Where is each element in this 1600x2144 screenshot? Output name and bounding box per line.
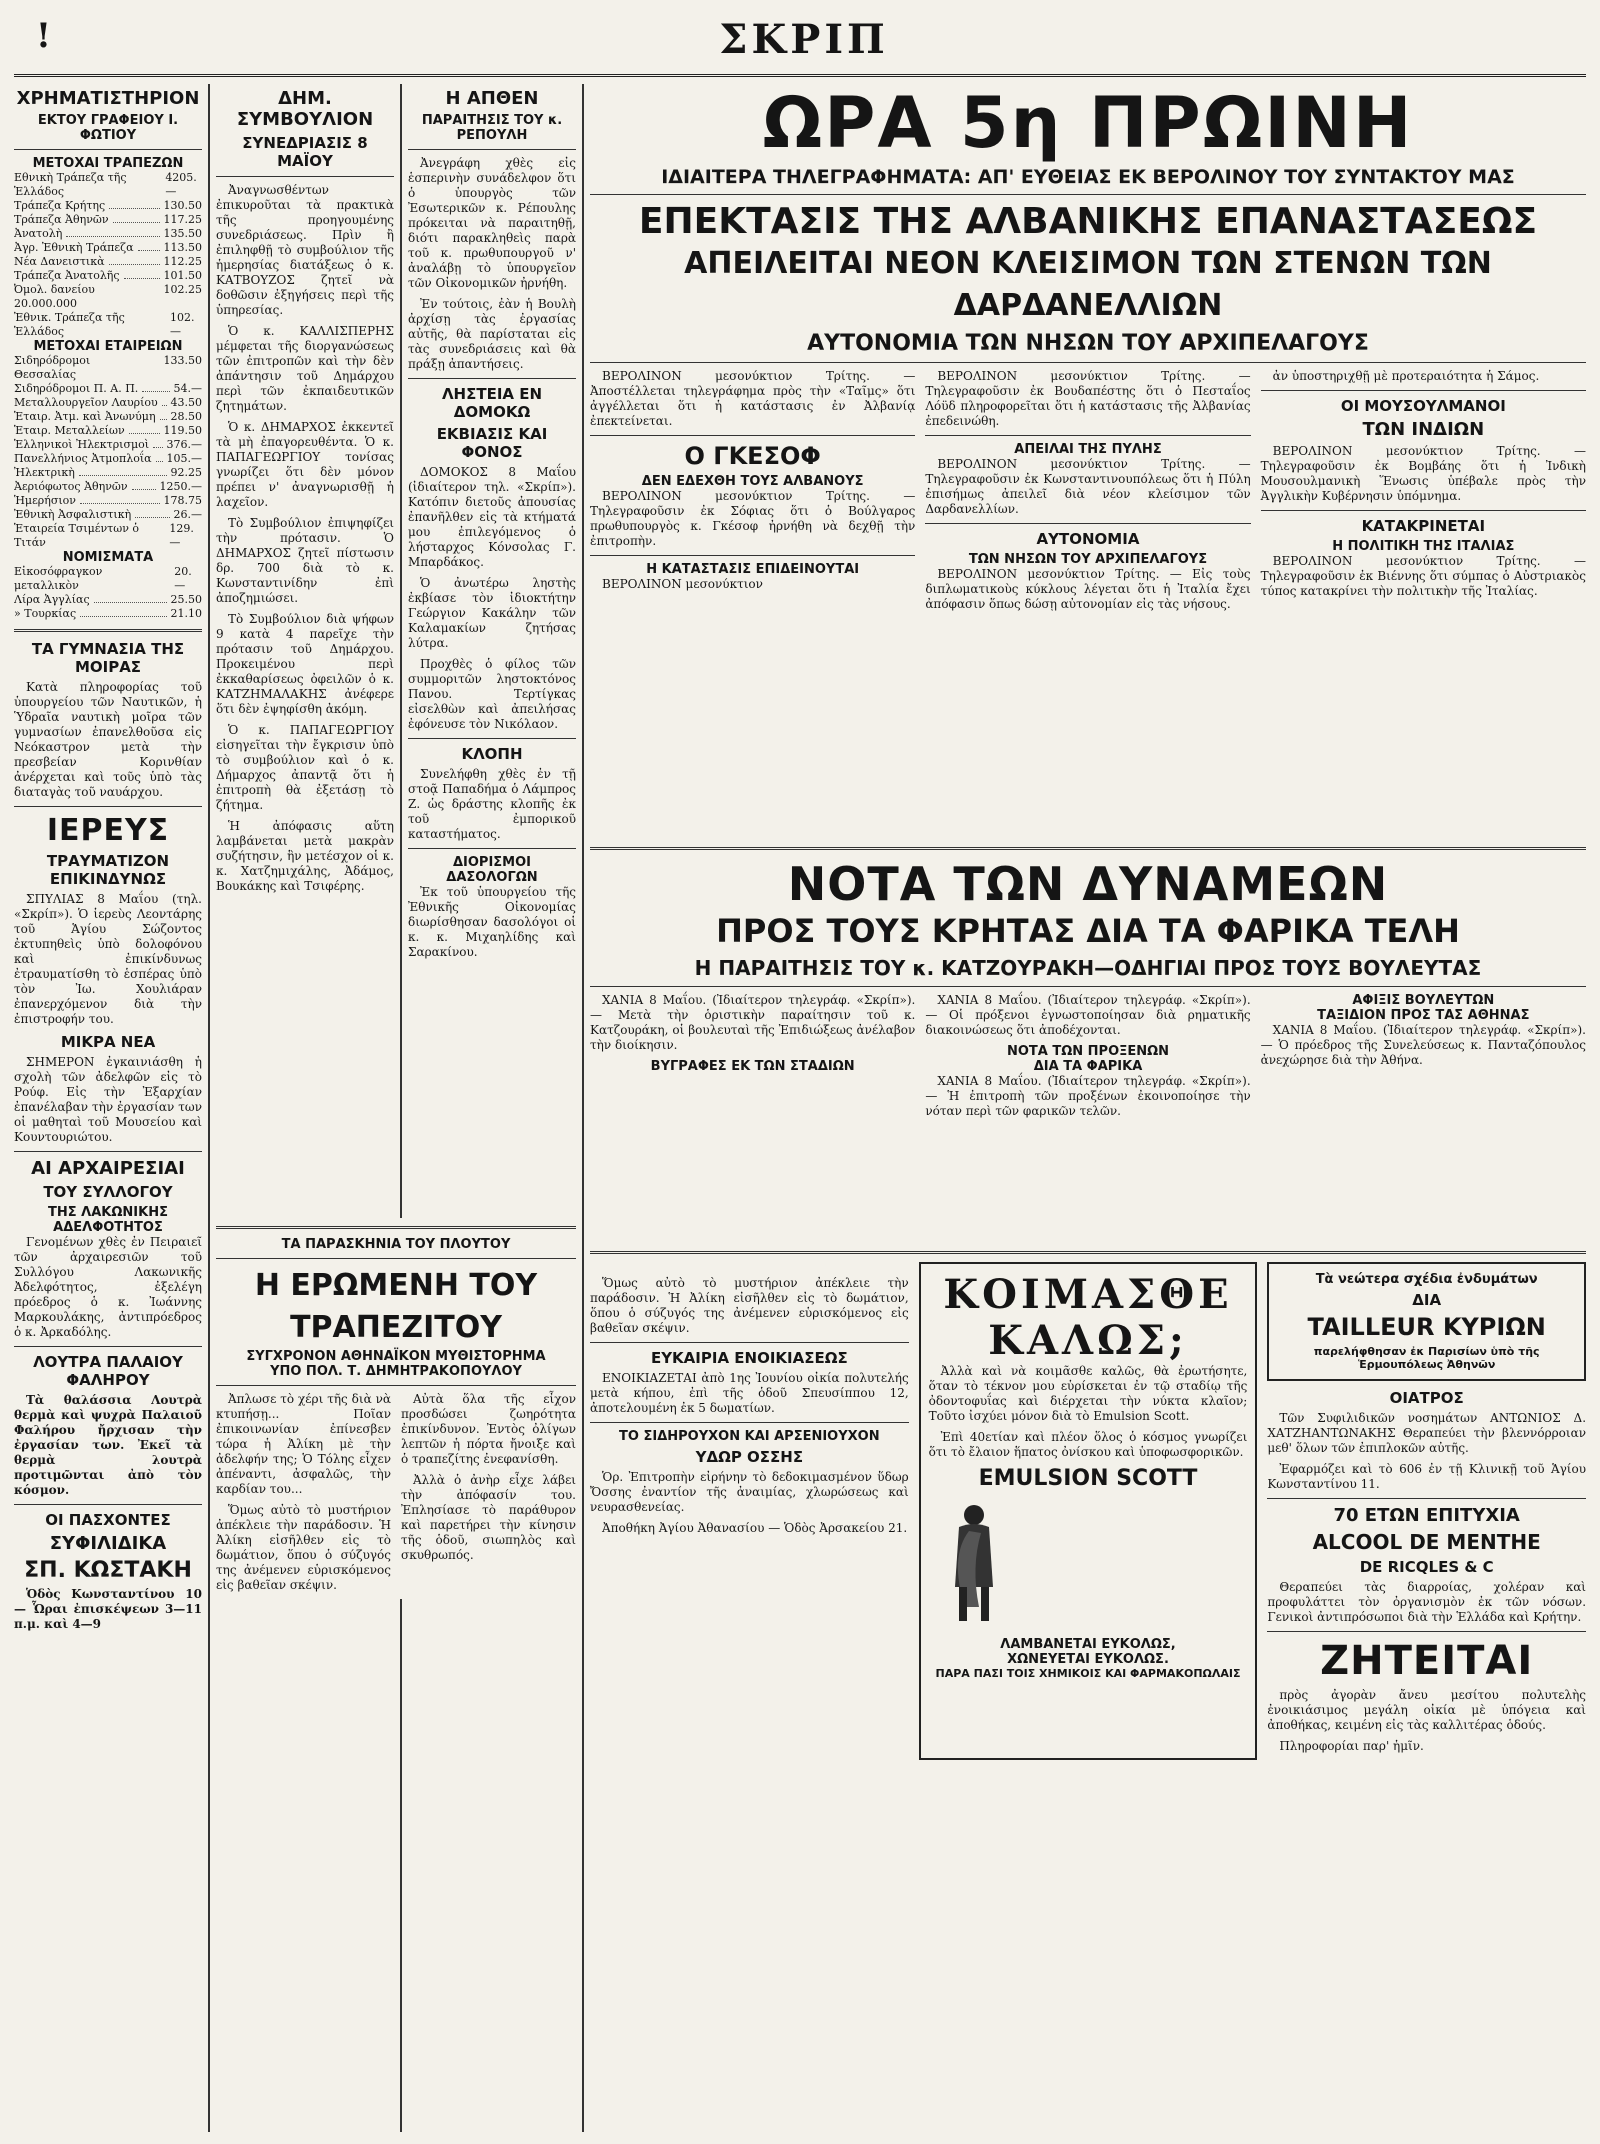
condemned-subheading: Η ΠΟΛΙΤΙΚΗ ΤΗΣ ΙΤΑΛΙΑΣ xyxy=(1332,539,1515,554)
fleet-exercises-text: Κατὰ πληροφορίας τοῦ ὑπουργείου τῶν Ναυτικῶν, ἡ Ὑδραῖα ναυτικὴ μοῖρα τῶν γυμνασίων ἐπανελθοῦσα εἰς Νεόκαστρον μετὰ τὴν πρεσβείαν Κορινθίαν ἀνέρχεται καὶ τοῦς ὑπὸ τὰς διαταγὰς τοῦ ναυάρχου. xyxy=(14,680,202,799)
quote-value: 25.50 xyxy=(170,593,202,606)
robbery-text-1: ΔΟΜΟΚΟΣ 8 Μαΐου (ἰδιαίτερον τηλ. «Σκρίπ»). Κατόπιν διετοῦς ἀπουσίας ἐπανῆλθεν εἰς τὰ κτήματά μου ἐπιλεγόμενος ὁ λήσταρχος Κόνσολας Γ. Μπαρδάκος. xyxy=(408,465,576,569)
corner-mark: ! xyxy=(36,16,51,56)
quote-value: 21.10 xyxy=(170,607,202,620)
company-shares-list xyxy=(14,354,202,550)
serial-story-author: ΥΠΟ ΠΟΛ. Τ. ΔΗΜΗΤΡΑΚΟΠΟΥΛΟΥ xyxy=(270,1364,522,1379)
right-block xyxy=(590,84,1586,2132)
quote-row xyxy=(14,410,202,424)
resignation-text-1: Ἀνεγράφη χθὲς εἰς ἑσπερινὴν συνάδελφον ὅτι ὁ ὑπουργὸς τῶν Ἐσωτερικῶν κ. Ρέπουλης πρόκειται νὰ παραιτηθῇ, διότι παρακληθεὶς παρὰ τοῦ κ. πρωθυπουργοῦ ν' ἀναλάβῃ τὸ ὑπουργεῖον τῶν Οἰκονομικῶν ἠρνήθη. xyxy=(408,156,576,290)
berlin-report-4: ΒΕΡΟΛΙΝΟΝ μεσονύκτιον Τρίτης. — Τηλεγραφοῦσιν ἐκ Βουδαπέστης ὅτι ὁ Πεσταΐος Λόϋδ πληροφορεῖται ὅτι ἡ κατάστασις τῆς Ἀλβανίας ἐπεδεινώθη. xyxy=(925,369,1251,428)
quote-value: 43.50 xyxy=(170,396,202,409)
serial-story-block xyxy=(216,1218,576,1599)
wealth-behind-scenes-heading: ΤΑ ΠΑΡΑΣΚΗΝΙΑ ΤΟΥ ΠΛΟΥΤΟΥ xyxy=(281,1237,511,1252)
albanian-revolt-headline: ΕΠΕΚΤΑΣΙΣ ΤΗΣ ΑΛΒΑΝΙΚΗΣ ΕΠΑΝΑΣΤΑΣΕΩΣ xyxy=(638,201,1538,242)
quote-row xyxy=(14,565,202,593)
consuls-note-heading: ΝΟΤΑ ΤΩΝ ΠΡΟΞΕΝΩΝ xyxy=(1006,1044,1170,1059)
serial-story-text-1: Ἀπλωσε τὸ χέρι τῆς διὰ νὰ κτυπήσῃ... Ποῖαν ἐπικοινωνίαν ἐπίνεσβεν τώρα ἡ Ἀλίκη μὲ τὴν ἀδελφήν της; Ὁ Τόλης εἶχεν ἀπέναντι, ἀσφαλῶς, τὴν καρδίαν του... xyxy=(216,1392,391,1496)
berlin-report-5: ΒΕΡΟΛΙΝΟΝ μεσονύκτιον Τρίτης. — Τηλεγραφοῦσιν ἐκ Κωνσταντινουπόλεως ὅτι ἡ Πύλη ἐπισήμως ἀπειλεῖ διὰ νέον κλείσιμον τῶν Δαρδανελλίων. xyxy=(925,457,1251,516)
quote-name: » Τουρκίας xyxy=(14,607,77,620)
doctor-address: Ὁδὸς Κωνσταντίνου 10 — Ὧραι ἐπισκέψεων 3—11 π.μ. καὶ 4—9 xyxy=(14,1587,202,1631)
berlin-report-2: ΒΕΡΟΛΙΝΟΝ μεσονύκτιον Τρίτης. — Τηλεγραφοῦσιν ἐκ Σόφιας ὅτι ὁ Βούλγαρος πρωθυπουργὸς κ. Γκέσοφ ἠρνήθη νὰ δεχθῇ τὴν ἐπιτροπὴν. xyxy=(590,489,916,548)
short-news-heading: ΜΙΚΡΑ ΝΕΑ xyxy=(60,1033,156,1051)
quote-row xyxy=(14,508,202,522)
quote-row xyxy=(14,494,202,508)
quote-value: 376.— xyxy=(166,438,202,451)
quote-row xyxy=(14,424,202,438)
quote-name: Ἑταιρεία Τσιμέντων ὁ Τιτάν xyxy=(14,522,140,549)
quote-name: Τράπεζα Κρήτης xyxy=(14,199,106,212)
quote-name: Ἐθνικ. Τράπεζα τῆς Ἑλλάδος xyxy=(14,311,125,338)
council-text-5: Τὸ Συμβούλιον διὰ ψήφων 9 κατὰ 4 παρεῖχε τὴν πρότασιν τοῦ Δημάρχου. Προκειμένου περὶ ἐκκαθαρίσεως ὀφειλῶν ὁ κ. ΚΑΤΖΗΜΑΛΑΚΗΣ ἀνέφερε ὅτι δὲν ἐψηφίσθη ἀκόμη. xyxy=(216,612,394,716)
quote-value: 112.25 xyxy=(163,255,202,268)
condemned-heading: ΚΑΤΑΚΡΙΝΕΤΑΙ xyxy=(1361,517,1486,535)
masthead xyxy=(14,8,1586,77)
stock-exchange-subtitle: ΕΚΤΟΥ ΓΡΑΦΕΙΟΥ Ι. ΦΩΤΙΟΥ xyxy=(37,113,179,143)
council-text-3: Ὁ κ. ΔΗΜΑΡΧΟΣ ἐκκεντεῖ τὰ μὴ ἐπαγορευθέντα. Ὁ κ. ΠΑΠΑΓΕΩΡΓΙΟΥ τονίσας γνωρίζει ὅτι δὲν μόνον πρέπει ν' ἀναγνωρισθῇ ἡ λαχεῖον. xyxy=(216,420,394,509)
quote-row xyxy=(14,593,202,607)
quote-value: 178.75 xyxy=(163,494,202,507)
doctor-text-2: Ἐφαρμόζει καὶ τὸ 606 ἐν τῇ Κλινικῇ τοῦ Ἁγίου Κωνσταντίνου 11. xyxy=(1267,1462,1586,1491)
fleet-exercises-heading: ΤΑ ΓΥΜΝΑΣΙΑ ΤΗΣ ΜΟΙΡΑΣ xyxy=(31,640,185,676)
quote-name: Ὀμολ. δανείου 20.000.000 xyxy=(14,283,95,310)
deputies-arrival-heading: ΑΦΙΞΙΣ ΒΟΥΛΕΥΤΩΝ xyxy=(1352,993,1495,1008)
quote-row xyxy=(14,255,202,269)
quote-name: Ἀγρ. Ἐθνικὴ Τράπεζα xyxy=(14,241,134,254)
autonomy-heading: ΑΥΤΟΝΟΜΙΑ xyxy=(1036,530,1140,548)
autonomy-subheading: ΤΩΝ ΝΗΣΩΝ ΤΟΥ ΑΡΧΙΠΕΛΑΓΟΥΣ xyxy=(968,552,1208,567)
quote-name: Τράπεζα Ἀνατολῆς xyxy=(14,269,120,282)
muslims-subheading: ΤΩΝ ΙΝΔΙΩΝ xyxy=(1362,419,1485,440)
company-shares-heading: ΜΕΤΟΧΑΙ ΕΤΑΙΡΕΙΩΝ xyxy=(33,339,183,354)
bank-shares-heading: ΜΕΤΟΧΑΙ ΤΡΑΠΕΖΩΝ xyxy=(32,156,184,171)
quote-row xyxy=(14,480,202,494)
quote-name: Ἡμερήσιον xyxy=(14,494,76,507)
gueshoff-subheading: ΔΕΝ ΕΔΕΧΘΗ ΤΟΥΣ ΑΛΒΑΝΟΥΣ xyxy=(641,474,864,489)
quote-name: Ἑλληνικοὶ Ἠλεκτρισμοὶ xyxy=(14,438,150,451)
quote-row xyxy=(14,607,202,621)
doctor-text-1: Τῶν Συφιλιδικῶν νοσημάτων ΑΝΤΩΝΙΟΣ Δ. ΧΑΤΖΗΑΝΤΩΝΑΚΗΣ Θεραπεύει τὴν βλεννόρροιαν μεθ' ὅλων τῶν ἐπιπλοκῶν αὐτῆς. xyxy=(1267,1411,1586,1455)
fisherman-with-fish-icon xyxy=(929,1497,1019,1627)
berlin-report-6: ΒΕΡΟΛΙΝΟΝ μεσονύκτιον Τρίτης. — Εἰς τοὺς διπλωματικοὺς κύκλους λέγεται ὅτι ἡ Ἰταλία ἔχει ἀπόφασιν ὅπως δώσῃ αὐτονομίαν εἰς τὰς νήσους. xyxy=(925,567,1251,611)
quote-name: Τράπεζα Ἀθηνῶν xyxy=(14,213,109,226)
quote-name: Μεταλλουργεῖον Λαυρίου xyxy=(14,396,158,409)
quote-value: 117.25 xyxy=(163,213,202,226)
scott-ad-text-2: Ἐπὶ 40ετίαν καὶ πλέον ὅλος ὁ κόσμος γνωρίζει ὅτι τὸ ἔλαιον ἥπατος ὀνίσκου καὶ ὑποφωσφορικῶν. xyxy=(928,1430,1248,1459)
council-heading: ΔΗΜ. ΣΥΜΒΟΥΛΙΟΝ xyxy=(236,88,374,130)
syphilis-heading: ΣΥΦΙΛΙΔΙΚΑ xyxy=(49,1533,167,1554)
situation-worsens-heading: Η ΚΑΤΑΣΤΑΣΙΣ ΕΠΙΔΕΙΝΟΥΤΑΙ xyxy=(646,562,860,577)
council-subheading: ΣΥΝΕΔΡΙΑΣΙΣ 8 ΜΑΪΟΥ xyxy=(242,134,368,170)
quote-row xyxy=(14,213,202,227)
wanted-text: πρὸς ἀγορὰν ἄνευ μεσίτου πολυτελὴς ἐνοικιάσιμος μεγάλη οἰκία μὲ ὑπόγεια καὶ ἀποθήκας, κειμένη εἰς τὰς καλλιτέρας ὁδούς. xyxy=(1267,1688,1586,1732)
success-heading: 70 ΕΤΩΝ ΕΠΙΤΥΧΙΑ xyxy=(1333,1505,1520,1526)
scott-ad-text-1: Ἀλλὰ καὶ νὰ κοιμᾶσθε καλῶς, θὰ ἐρωτήσητε, ὅταν τὸ τέκνον μου εὑρίσκεται ἐν τῷ σταδίῳ τῆς ὀδοντοφυΐας καὶ διέρχεται τὴν νύκτα κλαῖον; Τοῦτο ἰσχύει μόνον διὰ τὸ Emulsion Scott. xyxy=(928,1364,1248,1423)
alcool-text: Θεραπεύει τὰς διαρροίας, χολέραν καὶ προφυλάττει τὸν ὀργανισμὸν ἐκ τῶν νόσων. Γενικοὶ ἀντιπρόσωποι διὰ τὴν Ἑλλάδα καὶ Κρήτην. xyxy=(1267,1580,1586,1624)
easy-to-digest: ΧΩΝΕΥΕΤΑΙ ΕΥΚΟΛΩΣ. xyxy=(1007,1652,1169,1667)
alcool-menthe-heading: ALCOOL DE MENTHE xyxy=(1312,1530,1541,1554)
quote-value: 129.— xyxy=(169,522,194,549)
quote-value: 54.— xyxy=(173,382,202,395)
currency-list xyxy=(14,565,202,621)
quote-row xyxy=(14,241,202,255)
tailleur-ad-line-2: ΔΙΑ xyxy=(1412,1291,1442,1309)
iron-water-address: Ἀποθήκη Ἀγίου Ἀθανασίου — Ὁδὸς Ἀρσακείου 21. xyxy=(602,1521,908,1535)
doctor-heading: ΟΙΑΤΡΟΣ xyxy=(1389,1389,1464,1407)
chania-report-4: ΧΑΝΙΑ 8 Μαΐου. (Ἰδιαίτερον τηλεγράφ. «Σκρίπ»). — Ὁ πρόεδρος τῆς Συνελεύσεως κ. Πανταζόπουλος ἀνεχώρησε διὰ τὴν Ἀθήνα. xyxy=(1260,1023,1586,1067)
tailleur-ad-title: TAILLEUR ΚΥΡΙΩΝ xyxy=(1307,1313,1546,1341)
quote-value: 113.50 xyxy=(163,241,202,254)
council-text-7: Ἡ ἀπόφασις αὕτη λαμβάνεται μετὰ μακρὰν συζήτησιν, ἣν μετέσχον οἱ κ. κ. Χατζημιχάλης, Ἀδάμος, Βουκάκης καὶ Τσιφέρης. xyxy=(216,819,394,893)
muslims-heading: ΟΙ ΜΟΥΣΟΥΛΜΑΝΟΙ xyxy=(1340,397,1506,415)
priest-heading: ΙΕΡΕΥΣ xyxy=(46,813,170,848)
quote-name: Νέα Δανειστικὰ xyxy=(14,255,105,268)
quote-name: Ἐθνικὴ Ἀσφαλιστικὴ xyxy=(14,508,132,521)
quote-name: Σιδηρόδρομοι Θεσσαλίας xyxy=(14,354,91,381)
serial-story-text-2: Ὅμως αὐτὸ τὸ μυστήριον ἀπέκλειε τὴν παράδοσιν. Ἡ Ἀλίκη εἰσῆλθεν εἰς τὸ δωμάτιον, ὅπου ὁ σύζυγός της ἀνέμενεν εὑρισκόμενος εἰς βαθεῖαν σκέψιν. xyxy=(216,1503,391,1592)
resignation-text-2: Ἐν τούτοις, ἐὰν ἡ Βουλὴ ἀρχίσῃ τὰς ἐργασίας αὐτῆς, θὰ παρίσταται εἰς τὰς συνεδριάσεις καὶ θὰ πράξῃ ἀπαντήσεις. xyxy=(408,297,576,371)
quote-value: 1250.— xyxy=(159,480,202,493)
robbery-text-2: Ὁ ἀνωτέρω ληστὴς ἐκβίασε τὸν ἰδιοκτήτην Γεώργιον Κακάλην τῶν Καλαμακίων ζητήσας λύτρα. xyxy=(408,576,576,650)
robbery-subheading: ΕΚΒΙΑΣΙΣ ΚΑΙ ΦΟΝΟΣ xyxy=(436,425,548,461)
departures-heading: ΒΥΓΡΑΦΕΣ ΕΚ ΤΩΝ ΣΤΑΔΙΩΝ xyxy=(650,1059,855,1074)
chania-report-1: ΧΑΝΙΑ 8 Μαΐου. (Ἰδιαίτερον τηλεγράφ. «Σκρίπ»). — Μετὰ τὴν ὁριστικὴν παραίτησιν τοῦ κ. Κατζουράκη, οἱ βουλευταὶ τῆς Ἐπιδιώξεως ἀνέλαβον τὴν διοίκησιν. xyxy=(590,993,916,1052)
rental-heading: ΕΥΚΑΙΡΙΑ ΕΝΟΙΚΙΑΣΕΩΣ xyxy=(650,1349,848,1367)
easy-to-take: ΛΑΜΒΑΝΕΤΑΙ ΕΥΚΟΛΩΣ, xyxy=(1000,1637,1176,1652)
quote-value: 102.25 xyxy=(163,283,202,296)
baths-heading: ΛΟΥΤΡΑ ΠΑΛΑΙΟΥ ΦΑΛΗΡΟΥ xyxy=(33,1353,183,1389)
wanted-info: Πληροφορίαι παρ' ἡμῖν. xyxy=(1279,1739,1424,1753)
quote-row xyxy=(14,466,202,480)
berlin-report-3: ΒΕΡΟΛΙΝΟΝ μεσονύκτιον xyxy=(602,577,763,591)
quote-name: Εθνικὴ Τράπεζα τῆς Ἑλλάδος xyxy=(14,171,127,198)
sold-at-pharmacies: ΠΑΡΑ ΠΑΣΙ ΤΟΙΣ ΧΗΜΙΚΟΙΣ ΚΑΙ ΦΑΡΜΑΚΟΠΩΛΑΙΣ xyxy=(935,1667,1241,1680)
trip-to-athens-heading: ΤΑΞΙΔΙΟΝ ΠΡΟΣ ΤΑΣ ΑΘΗΝΑΣ xyxy=(1317,1008,1530,1023)
appointments-text: Ἐκ τοῦ ὑπουργείου τῆς Ἐθνικῆς Οἰκονομίας διωρίσθησαν δασολόγοι οἱ κ. κ. Μιχαηλίδης καὶ Σαρακίνου. xyxy=(408,885,576,959)
bank-shares-list xyxy=(14,171,202,339)
elections-text: Γενομένων χθὲς ἐν Πειραιεῖ τῶν ἀρχαιρεσιῶν τοῦ Συλλόγου Λακωνικῆς Ἀδελφότητος, ἐξελέγη πρόεδρος ὁ κ. Ἰωάννης Μαρκουλάκης, ἀντιπρόεδρος ὁ κ. Ἀρκαδόλης. xyxy=(14,1235,202,1339)
column-3 xyxy=(408,84,576,2132)
quote-name: Λίρα Ἀγγλίας xyxy=(14,593,90,606)
priest-subheading: ΤΡΑΥΜΑΤΙΖΟΝ ΕΠΙΚΙΝΔΥΝΩΣ xyxy=(46,852,170,888)
quote-value: 28.50 xyxy=(170,410,202,423)
quote-row xyxy=(14,171,202,199)
elections-subheading-2: ΤΗΣ ΛΑΚΩΝΙΚΗΣ ΑΔΕΛΦΟΤΗΤΟΣ xyxy=(48,1205,168,1235)
quote-row xyxy=(14,283,202,311)
quote-name: Σιδηρόδρομοι Π. Α. Π. xyxy=(14,382,139,395)
iron-water-text: Ὁρ. Ἐπιτροπὴν εἰρήνην τὸ δεδοκιμασμένον ὕδωρ Ὄσσης ἐναντίον τῆς ἀναιμίας, χλωρώσεως καὶ νευρασθενείας. xyxy=(590,1470,909,1514)
dardanelles-headline: ΑΠΕΙΛΕΙΤΑΙ ΝΕΟΝ ΚΛΕΙΣΙΜΟΝ ΤΩΝ ΣΤΕΝΩΝ ΤΩΝ ΔΑΡΔΑΝΕΛΛΙΩΝ xyxy=(684,246,1492,323)
council-text-1: Ἀναγνωσθέντων ἐπικυροῦται τὰ πρακτικὰ τῆς προηγουμένης συνεδριάσεως. Πρὶν ἢ ἐπιληφθῇ τὸ συμβούλιον τῆς ἡμερησίας διατάξεως ὁ κ. ΚΑΤΒΟΥΖΟΣ ζητεῖ νὰ δοθῶσιν ἐξηγήσεις περὶ τῆς ὑπηρεσίας. xyxy=(216,183,394,317)
resignation-heading: ΠΑΡΑΙΤΗΣΙΣ ΤΟΥ κ. ΡΕΠΟΥΛΗ xyxy=(421,113,563,143)
archipelago-headline: ΑΥΤΟΝΟΜΙΑ ΤΩΝ ΝΗΣΩΝ ΤΟΥ ΑΡΧΙΠΕΛΑΓΟΥΣ xyxy=(807,331,1369,356)
quote-value: 119.50 xyxy=(163,424,202,437)
quote-value: 105.— xyxy=(166,452,202,465)
quote-value: 135.50 xyxy=(163,227,202,240)
sufferers-heading: ΟΙ ΠΑΣΧΟΝΤΕΣ xyxy=(45,1511,171,1529)
council-text-2: Ὁ κ. ΚΑΛΛΙΣΠΕΡΗΣ μέμφεται τῆς διοργανώσεως τῶν ἐπιτροπῶν καὶ τὴν δὲν ἀπάντησιν τοῦ Δημάρχου περὶ τῶν ἐκπαιδευτικῶν ζητημάτων. xyxy=(216,324,394,413)
quote-value: 26.— xyxy=(173,508,202,521)
ossa-water-heading: ΥΔΩΡ ΟΣΣΗΣ xyxy=(695,1448,804,1466)
banner-subheading: ΙΔΙΑΙΤΕΡΑ ΤΗΛΕΓΡΑΦΗΜΑΤΑ: ΑΠ' ΕΥΘΕΙΑΣ ΕΚ ΒΕΡΟΛΙΝΟΥ ΤΟΥ ΣΥΝΤΑΚΤΟΥ ΜΑΣ xyxy=(661,166,1515,188)
baths-text: Τὰ θαλάσσια Λουτρὰ θερμὰ καὶ ψυχρὰ Παλαιοῦ Φαλήρου ἤρχισαν τὴν ἐργασίαν των. Ἐκεῖ τὰ θερμὰ λουτρὰ προτιμῶνται ἀπὸ τὸν κόσμον. xyxy=(14,1393,202,1497)
serial-story-title: Η ΕΡΩΜΕΝΗ ΤΟΥ ΤΡΑΠΕΖΙΤΟΥ xyxy=(254,1268,538,1345)
quote-value: 20.— xyxy=(174,565,192,592)
berlin-report-8: ΒΕΡΟΛΙΝΟΝ μεσονύκτιον Τρίτης. — Τηλεγραφοῦσιν ἐκ Βιέννης ὅτι σύμπας ὁ Αὐστριακὸς τύπος κατακρίνει τὴν πολιτικὴν τῆς Ἰταλίας. xyxy=(1260,554,1586,598)
column-1 xyxy=(14,84,202,2132)
banner-headline: ΩΡΑ 5η ΠΡΩΙΝΗ xyxy=(762,84,1414,164)
serial-story-text-4: Ἀλλὰ ὁ ἀνὴρ εἶχε λάβει τὴν ἀπόφασίν του. Ἐπλησίασε τὸ παράθυρον καὶ παρετήρει τὴν κίνησιν τῆς ὁδοῦ, σιωπηλὸς καὶ σκυθρωπός. xyxy=(401,1473,576,1562)
wanted-heading: ΖΗΤΕΙΤΑΙ xyxy=(1320,1638,1534,1684)
powers-note-headline: ΝΟΤΑ ΤΩΝ ΔΥΝΑΜΕΩΝ xyxy=(787,857,1389,911)
quote-row xyxy=(14,269,202,283)
quote-row xyxy=(14,354,202,382)
tailleur-ad xyxy=(1267,1262,1586,1381)
samos-text: ἀν ὑποστηριχθῇ μὲ προτεραιότητα ἡ Σάμος. xyxy=(1272,369,1540,383)
tailleur-ad-line-1: Τὰ νεώτερα σχέδια ἐνδυμάτων xyxy=(1315,1272,1538,1287)
quote-value: 130.50 xyxy=(163,199,202,212)
iron-water-heading: ΤΟ ΣΙΔΗΡΟΥΧΟΝ ΚΑΙ ΑΡΣΕΝΙΟΥΧΟΝ xyxy=(619,1429,880,1444)
quote-row xyxy=(14,438,202,452)
robbery-text-3: Προχθὲς ὁ φίλος τῶν συμμοριτῶν ληστοκτόνος Πανου. Τερτίγκας εἰσελθὼν καὶ ἀπειλήσας ἐφόνευσε τὸν Νικόλαον. xyxy=(408,657,576,731)
short-news-text: ΣΗΜΕΡΟΝ ἐγκαινιάσθη ἡ σχολὴ τῶν ἀδελφῶν εἰς τὸ Ρούφ. Εἰς τὴν Ἐξαρχίαν ἐπανέλαβαν τὴν ἐργασίαν των οἱ μαθηταὶ τοῦ Μουσείου καὶ Κουντουριώτου. xyxy=(14,1055,202,1144)
column-2 xyxy=(216,84,394,2132)
quote-value: 102.— xyxy=(170,311,195,338)
quote-value: 101.50 xyxy=(163,269,202,282)
quote-value: 4205.— xyxy=(165,171,197,198)
quote-name: Ἀνατολὴ xyxy=(14,227,63,240)
serial-story-text-cont-1: Ὅμως αὐτὸ τὸ μυστήριον ἀπέκλειε τὴν παράδοσιν. Ἡ Ἀλίκη εἰσῆλθεν εἰς τὸ δωμάτιον, ὅπου ὁ σύζυγός της ἀνέμενεν εὑρισκόμενος εἰς βαθεῖαν σκέψιν. xyxy=(590,1276,909,1335)
chania-report-2: ΧΑΝΙΑ 8 Μαΐου. (Ἰδιαίτερον τηλεγράφ. «Σκρίπ»). — Οἱ πρόξενοι ἐγνωστοποίησαν διὰ ρηματικῆς διακοινώσεως ὅτι ἀποδέχονται. xyxy=(925,993,1251,1037)
porte-threats-heading: ΑΠΕΙΛΑΙ ΤΗΣ ΠΥΛΗΣ xyxy=(1014,442,1162,457)
quote-name: Ἑταιρ. Ἀτμ. καὶ Ἀνωνύμη xyxy=(14,410,156,423)
resignation-subheadline: Η ΠΑΡΑΙΤΗΣΙΣ ΤΟΥ κ. ΚΑΤΖΟΥΡΑΚΗ—ΟΔΗΓΙΑΙ ΠΡΟΣ ΤΟΥΣ ΒΟΥΛΕΥΤΑΣ xyxy=(694,956,1482,980)
stock-exchange-title: ΧΡΗΜΑΤΙΣΤΗΡΙΟΝ xyxy=(16,88,200,109)
theft-heading: ΚΛΟΠΗ xyxy=(461,745,523,763)
appointments-heading: ΔΙΟΡΙΣΜΟΙ ΔΑΣΟΛΟΓΩΝ xyxy=(446,855,538,885)
rental-text: ΕΝΟΙΚΙΑΖΕΤΑΙ ἀπὸ 1ης Ἰουνίου οἰκία πολυτελής μετὰ κήπου, ἐπὶ τῆς ὁδοῦ Σπευσίππου 12, ἀποτελουμένη ἐκ 5 δωματίων. xyxy=(590,1371,909,1415)
cretans-headline: ΠΡΟΣ ΤΟΥΣ ΚΡΗΤΑΣ ΔΙΑ ΤΑ ΦΑΡΙΚΑ ΤΕΛΗ xyxy=(716,912,1460,950)
quote-row xyxy=(14,452,202,466)
robbery-heading: ΛΗΣΤΕΙΑ ΕΝ ΔΟΜΟΚΩ xyxy=(441,385,543,421)
chania-report-3: ΧΑΝΙΑ 8 Μαΐου. (Ἰδιαίτερον τηλεγράφ. «Σκρίπ»). — Ἡ ἐπιτροπὴ τῶν προξένων ἐκοινοποίησε τὴν νόταν περὶ τῶν φαρικῶν τελῶν. xyxy=(925,1074,1251,1118)
council-text-4: Τὸ Συμβούλιον ἐπιψηφίζει τὴν πρότασιν. Ὁ ΔΗΜΑΡΧΟΣ ζητεῖ πίστωσιν δρ. 700 διὰ τὸ κ. Κωνσταντινίδην ἐπὶ ἀποζημιώσει. xyxy=(216,516,394,605)
quote-row xyxy=(14,396,202,410)
council-text-6: Ὁ κ. ΠΑΠΑΓΕΩΡΓΙΟΥ εἰσηγεῖται τὴν ἔγκρισιν ὑπὸ τὸ συμβούλιον καὶ ὁ κ. Δήμαρχος ἀπαντᾷ ὅτι ἡ ἐπιτροπὴ θὰ ἐξετάσῃ τὸ ζήτημα. xyxy=(216,723,394,812)
elections-subheading: ΤΟΥ ΣΥΛΛΟΓΟΥ xyxy=(43,1183,173,1201)
elections-heading: ΑΙ ΑΡΧΑΙΡΕΣΙΑΙ xyxy=(31,1158,185,1179)
quote-row xyxy=(14,522,202,550)
quote-name: Ἠλεκτρικὴ xyxy=(14,466,75,479)
ricqles-heading: DE RICQLES & C xyxy=(1359,1558,1494,1576)
quote-value: 133.50 xyxy=(163,354,202,367)
scott-emulsion-ad xyxy=(919,1262,1258,1760)
theft-text: Συνελήφθη χθὲς ἐν τῇ στοᾷ Παπαδήμα ὁ Λάμπρος Ζ. ὡς δράστης κλοπῆς ἐκ τοῦ ἐμπορικοῦ καταστήματος. xyxy=(408,767,576,841)
newspaper-page xyxy=(14,8,1586,2136)
serial-story-text-3: Αὐτὰ ὅλα τῆς εἶχον προσδώσει ζωηρότητα ἐπικίνδυνον. Ἐντὸς ὀλίγων λεπτῶν ἡ πόρτα ἤνοιξε καὶ ὁ τραπεζίτης ἐνεφανίσθη. xyxy=(401,1392,576,1466)
sleep-well-headline: ΚΟΙΜΑΣΘΕ ΚΑΛΩΣ; xyxy=(943,1271,1233,1364)
gueshoff-heading: Ο ΓΚΕΣΟΦ xyxy=(684,442,821,470)
consuls-note-subheading: ΔΙΑ ΤΑ ΦΑΡΙΚΑ xyxy=(1033,1059,1143,1074)
tailleur-ad-line-4: παρελήφθησαν ἐκ Παρισίων ὑπὸ τῆς Ἑρμουπόλεως Ἀθηνῶν xyxy=(1313,1345,1540,1371)
berlin-report-7: ΒΕΡΟΛΙΝΟΝ μεσονύκτιον Τρίτης. — Τηλεγραφοῦσιν ἐκ Βομβάης ὅτι ἡ Ἰνδικὴ Μουσουλμανικὴ Ἕνωσις ὑπέβαλε πρὸς τὴν Ἀγγλικὴν Κυβέρνησιν ὑπόμνημα. xyxy=(1260,444,1586,503)
quote-value: 92.25 xyxy=(170,466,202,479)
apthen-heading: Η ΑΠΘΕΝ xyxy=(445,88,539,109)
quote-row xyxy=(14,382,202,396)
berlin-report-1: ΒΕΡΟΛΙΝΟΝ μεσονύκτιον Τρίτης. — Ἀποστέλλεται τηλεγράφημα πρὸς τὴν «Ταῖμς» ὅτι ἀγγέλλεται ὅτι ἡ κατάστασις ἐν Ἀλβανίᾳ ἐπεκτείνεται. xyxy=(590,369,916,428)
quote-row xyxy=(14,227,202,241)
doctor-name: ΣΠ. ΚΩΣΤΑΚΗ xyxy=(24,1558,192,1583)
quote-row xyxy=(14,311,202,339)
priest-text: ΣΠΥΛΙΑΣ 8 Μαΐου (τηλ. «Σκρίπ»). Ὁ ἱερεὺς Λεοντάρης τοῦ Ἁγίου Σώζοντος ἐκτυπηθεὶς ὑπὸ δολοφόνου καὶ ἐπικίνδυνως ἐτραυματίσθη τὸ ἑσπέρας ὑπὸ τὸν Ἰω. Χουλιάραν ἐπανερχόμενον διὰ τὴν ἐπιστροφήν του. xyxy=(14,892,202,1026)
quote-name: Πανελλήνιος Ἀτμοπλοΐα xyxy=(14,452,152,465)
quote-name: Εἰκοσόφραγκον μεταλλικὸν xyxy=(14,565,103,592)
currency-heading: ΝΟΜΙΣΜΑΤΑ xyxy=(62,550,154,565)
scott-brand: EMULSION SCOTT xyxy=(978,1466,1198,1491)
quote-name: Ἑταιρ. Μεταλλείων xyxy=(14,424,125,437)
quote-name: Ἀεριόφωτος Ἀθηνῶν xyxy=(14,480,128,493)
newspaper-name: ΣΚΡΙΠ xyxy=(719,16,889,63)
quote-row xyxy=(14,199,202,213)
serial-story-subtitle: ΣΥΓΧΡΟΝΟΝ ΑΘΗΝΑΪΚΟΝ ΜΥΘΙΣΤΟΡΗΜΑ xyxy=(246,1349,546,1364)
